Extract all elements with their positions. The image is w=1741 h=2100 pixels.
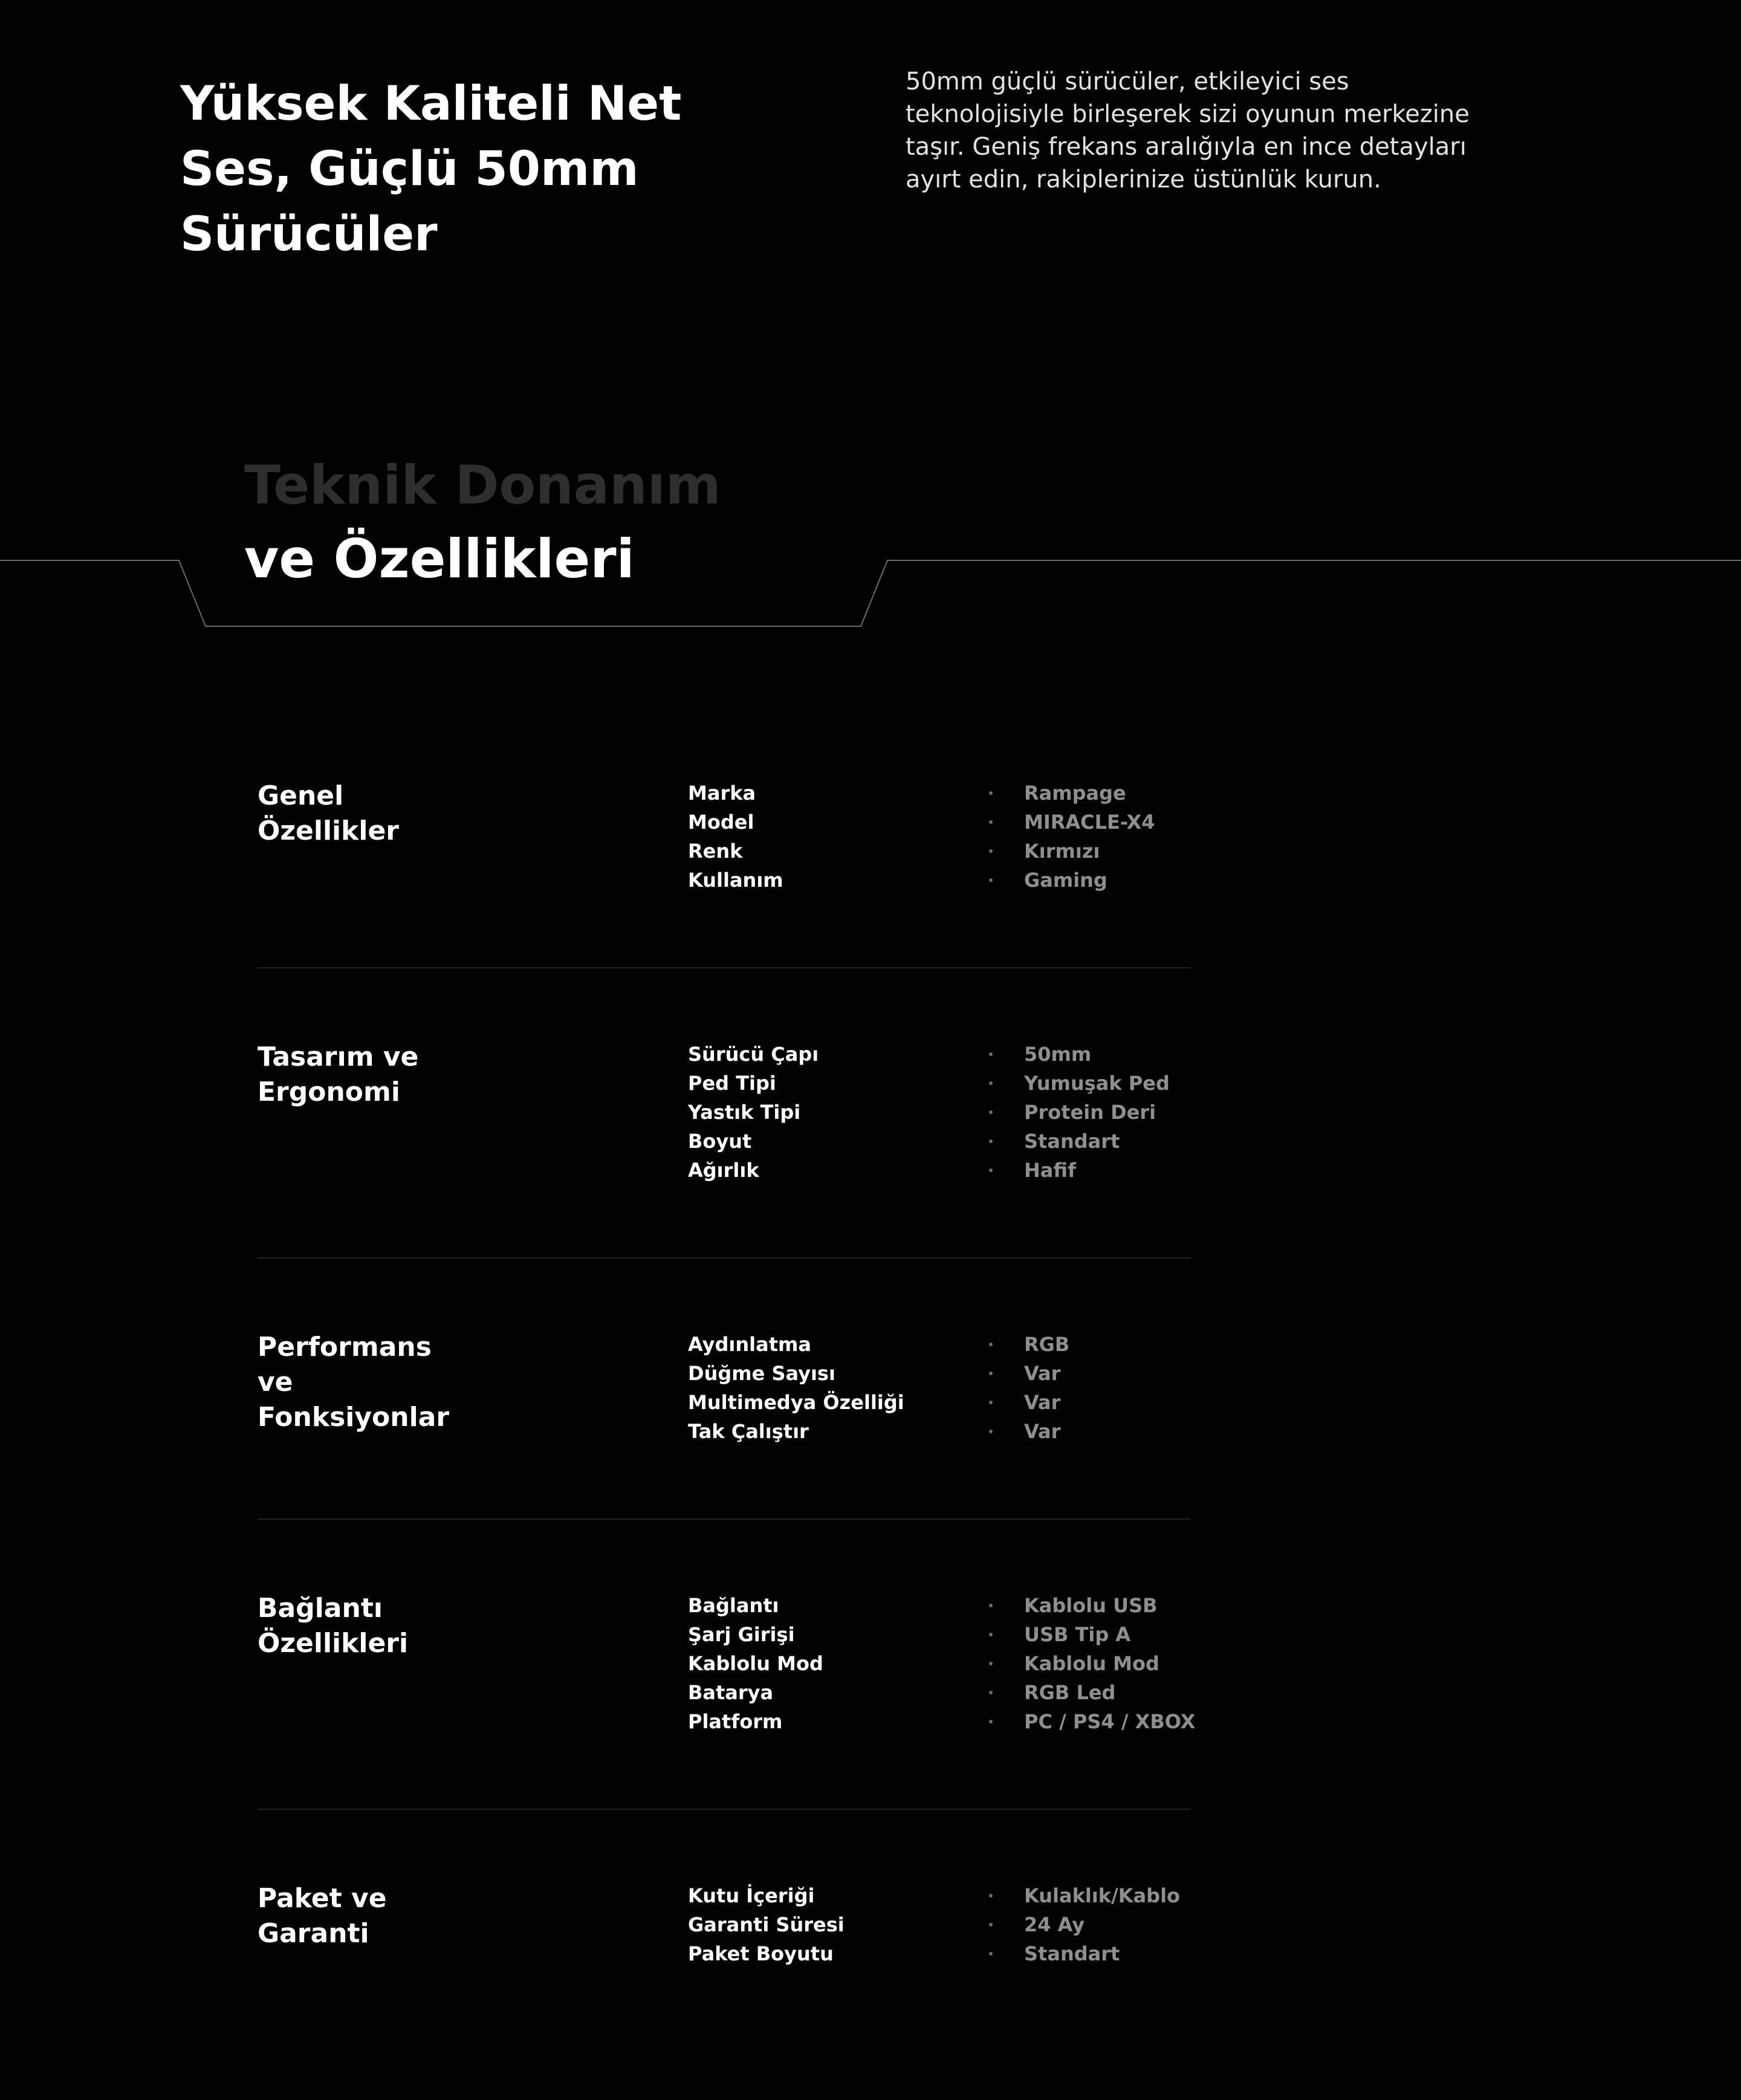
hero-description-line: teknolojisiyle birleşerek sizi oyunun merkezine xyxy=(906,100,1470,128)
section-heading-main: ve Özellikleri xyxy=(244,528,635,590)
spec-value: USB Tip A xyxy=(1024,1623,1131,1646)
spec-value: Kablolu Mod xyxy=(1024,1652,1159,1675)
hero-description-line: taşır. Geniş frekans aralığıyla en ince detayları xyxy=(906,133,1467,161)
spec-row xyxy=(688,1707,1202,1736)
spec-row xyxy=(688,1098,1202,1127)
hero-title-line: Sürücüler xyxy=(180,207,438,262)
spec-key: Renk xyxy=(688,840,743,863)
spec-list xyxy=(688,1881,1202,1968)
spec-key: Bağlantı xyxy=(688,1594,779,1617)
spec-row xyxy=(688,837,1202,866)
spec-group-title-line: Özellikler xyxy=(258,815,399,846)
spec-row xyxy=(688,1127,1202,1156)
spec-value: Kulaklık/Kablo xyxy=(1024,1884,1181,1907)
spec-key: Sürücü Çapı xyxy=(688,1043,819,1066)
spec-value: Var xyxy=(1024,1391,1061,1414)
spec-row xyxy=(688,1678,1202,1707)
spec-row xyxy=(688,1330,1202,1359)
spec-list xyxy=(688,1330,1202,1446)
spec-group-title-line: Paket ve xyxy=(258,1883,387,1914)
spec-row xyxy=(688,1359,1202,1388)
spec-value: Kablolu USB xyxy=(1024,1594,1158,1617)
spec-list xyxy=(688,779,1202,895)
bullet-dot-icon xyxy=(989,1952,993,1956)
section-divider xyxy=(258,1518,1191,1520)
section-heading-muted: Teknik Donanım xyxy=(244,454,721,516)
spec-value: Kırmızı xyxy=(1024,840,1100,863)
spec-row xyxy=(688,866,1202,895)
spec-group-title-line: Bağlantı xyxy=(258,1593,383,1624)
bullet-dot-icon xyxy=(989,1372,993,1375)
spec-key: Ağırlık xyxy=(688,1159,759,1182)
spec-key: Garanti Süresi xyxy=(688,1913,845,1936)
spec-group-title xyxy=(258,1881,387,1951)
spec-row xyxy=(688,779,1202,808)
spec-key: Kablolu Mod xyxy=(688,1652,823,1675)
spec-key: Boyut xyxy=(688,1130,752,1153)
hero-title-line: Yüksek Kaliteli Net xyxy=(180,77,682,131)
spec-list xyxy=(688,1040,1202,1185)
hero-description xyxy=(906,65,1571,196)
spec-group-title xyxy=(258,779,399,849)
spec-value: 24 Ay xyxy=(1024,1913,1085,1936)
spec-row xyxy=(688,1939,1202,1968)
section-divider xyxy=(258,967,1191,968)
spec-value: Rampage xyxy=(1024,782,1126,805)
hero-description-line: ayırt edin, rakiplerinize üstünlük kurun. xyxy=(906,166,1381,193)
spec-row xyxy=(688,1156,1202,1185)
spec-row xyxy=(688,1040,1202,1069)
spec-value: Protein Deri xyxy=(1024,1101,1156,1124)
spec-row xyxy=(688,1910,1202,1939)
heading-frame-path xyxy=(0,560,1741,626)
spec-group-title-line: Özellikleri xyxy=(258,1628,409,1659)
spec-value: Var xyxy=(1024,1420,1061,1443)
spec-list xyxy=(688,1591,1202,1736)
bullet-dot-icon xyxy=(989,878,993,882)
spec-group-title-line: Genel xyxy=(258,780,344,811)
spec-group-title-line: Fonksiyonlar xyxy=(258,1402,450,1433)
spec-row xyxy=(688,1591,1202,1620)
spec-key: Platform xyxy=(688,1710,783,1733)
spec-group-title-line: Tasarım ve xyxy=(258,1042,419,1072)
bullet-dot-icon xyxy=(989,1894,993,1897)
spec-key: Multimedya Özelliği xyxy=(688,1391,904,1414)
spec-value: Standart xyxy=(1024,1942,1120,1965)
heading-frame-line xyxy=(0,544,1741,629)
spec-key: Model xyxy=(688,811,754,834)
spec-key: Kullanım xyxy=(688,869,783,892)
spec-row xyxy=(688,1388,1202,1417)
section-divider xyxy=(258,1257,1191,1259)
spec-group-title-line: ve xyxy=(258,1367,293,1398)
spec-row xyxy=(688,1620,1202,1649)
section-divider xyxy=(258,1809,1191,1810)
spec-group-title xyxy=(258,1040,418,1110)
bullet-dot-icon xyxy=(989,1633,993,1636)
bullet-dot-icon xyxy=(989,1110,993,1114)
hero-title xyxy=(180,71,724,267)
bullet-dot-icon xyxy=(989,1139,993,1143)
bullet-dot-icon xyxy=(989,1401,993,1404)
spec-key: Ped Tipi xyxy=(688,1072,776,1095)
bullet-dot-icon xyxy=(989,1052,993,1056)
spec-group-title-line: Performans xyxy=(258,1332,432,1363)
spec-row xyxy=(688,1881,1202,1910)
spec-value: Yumuşak Ped xyxy=(1024,1072,1170,1095)
spec-key: Şarj Girişi xyxy=(688,1623,795,1646)
bullet-dot-icon xyxy=(989,1168,993,1172)
spec-value: Gaming xyxy=(1024,869,1107,892)
spec-row xyxy=(688,1649,1202,1678)
spec-value: Standart xyxy=(1024,1130,1120,1153)
bullet-dot-icon xyxy=(989,1081,993,1085)
spec-key: Marka xyxy=(688,782,756,805)
spec-value: Hafif xyxy=(1024,1159,1077,1182)
spec-value: 50mm xyxy=(1024,1043,1092,1066)
spec-value: MIRACLE-X4 xyxy=(1024,811,1155,834)
spec-key: Aydınlatma xyxy=(688,1333,811,1356)
spec-row xyxy=(688,808,1202,837)
spec-key: Yastık Tipi xyxy=(688,1101,801,1124)
hero-title-line: Ses, Güçlü 50mm xyxy=(180,142,639,196)
spec-key: Batarya xyxy=(688,1681,774,1704)
spec-group-title xyxy=(258,1591,408,1661)
spec-key: Düğme Sayısı xyxy=(688,1362,835,1385)
bullet-dot-icon xyxy=(989,1343,993,1346)
spec-key: Tak Çalıştır xyxy=(688,1420,809,1443)
spec-value: RGB xyxy=(1024,1333,1070,1356)
spec-value: RGB Led xyxy=(1024,1681,1116,1704)
spec-row xyxy=(688,1069,1202,1098)
spec-row xyxy=(688,1417,1202,1446)
spec-value: Var xyxy=(1024,1362,1061,1385)
bullet-dot-icon xyxy=(989,1604,993,1607)
bullet-dot-icon xyxy=(989,1430,993,1433)
spec-key: Kutu İçeriği xyxy=(688,1884,815,1907)
bullet-dot-icon xyxy=(989,849,993,853)
spec-group-title-line: Garanti xyxy=(258,1918,369,1949)
hero-description-line: 50mm güçlü sürücüler, etkileyici ses xyxy=(906,68,1349,96)
spec-group-title xyxy=(258,1330,449,1435)
bullet-dot-icon xyxy=(989,791,993,795)
bullet-dot-icon xyxy=(989,1720,993,1723)
spec-key: Paket Boyutu xyxy=(688,1942,834,1965)
spec-group-title-line: Ergonomi xyxy=(258,1077,400,1107)
bullet-dot-icon xyxy=(989,820,993,824)
bullet-dot-icon xyxy=(989,1691,993,1694)
bullet-dot-icon xyxy=(989,1662,993,1665)
spec-value: PC / PS4 / XBOX xyxy=(1024,1710,1196,1733)
bullet-dot-icon xyxy=(989,1923,993,1927)
